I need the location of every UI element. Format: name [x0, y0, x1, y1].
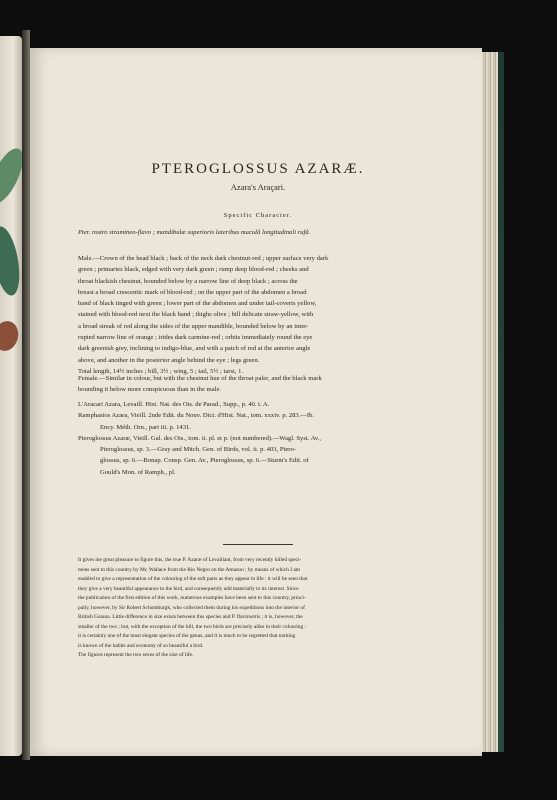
binding-band [498, 52, 504, 752]
synonym-line: Pteroglossus, sp. 3.—Gray and Mitch. Gen. of Birds, vol. ii. p. 403, Ptero- [100, 446, 296, 454]
illustration-leaf [0, 318, 21, 353]
page-title: PTEROGLOSSUS AZARÆ. [151, 161, 365, 177]
synonym-line: Ramphastos Azara, Vieill. 2nde Edit. du Nouv. Dict. d'Hist. Nat., tom. xxxiv. p. 283.—Ib. [78, 412, 315, 420]
text-line: Female.—Similar in colour, but with the chestnut hue of the throat paler, and the black mark [78, 375, 322, 382]
text-line: mens sent to this country by Mr. Wallace from the Rio Negro on the Amazon ; by means of which I am [78, 566, 300, 573]
facing-page-edge [0, 36, 22, 756]
latin-diagnosis [78, 227, 438, 238]
text-line: enabled to give a representation of the colouring of the soft parts as they appear in life : it will be seen that [78, 576, 308, 582]
text-line: a broad streak of red along the sides of the upper mandible, bounded below by an inter- [78, 322, 309, 330]
text-line: is known of the habits and economy of so beautiful a bird. [78, 642, 204, 649]
text-line: throat blackish chestnut, bounded below by a narrow line of deep black ; across the [78, 277, 298, 285]
synonym-line: Gould's Mon. of Ramph., pl. [100, 468, 176, 476]
text-line: green ; primaries black, edged with very dark green ; rump deep blood-red ; cheeks and [78, 266, 309, 274]
book-page [30, 48, 482, 756]
text-line: The figures represent the two sexes of the size of life. [78, 652, 194, 658]
text-line: bounding it below more conspicuous than in the male. [78, 386, 222, 394]
synonym-line: L'Aracari Azara, Levaill. Hist. Nat. des Ois. de Parad., Supp., p. 40. t. A. [78, 401, 270, 408]
female-description [78, 373, 438, 396]
synonymy-list [78, 399, 438, 478]
section-divider [223, 544, 293, 545]
text-line: dark greenish grey, inclining to indigo-blue, and with a patch of red at the anterior angle [78, 345, 311, 353]
text-line: smaller of the two ; but, with the exception of the bill, the two birds are precisely alike in their colouring : [78, 623, 306, 630]
illustration-leaf [0, 224, 22, 297]
text-line: pally, however, by Sir Robert Schomburgk, who collected them during his expeditions into the interior of [78, 604, 305, 611]
text-line: It gives me great pleasure to figure this, the true P. Azaræ of Levaillant, from very recently killed speci- [78, 557, 302, 563]
narrative-paragraph [78, 556, 438, 661]
text-line: breast a broad crescentic mark of blood-red ; on the upper part of the abdomen a broad [78, 288, 307, 296]
common-name: Azara's Araçari. [230, 182, 286, 192]
male-description [78, 253, 438, 377]
diagnosis-line: Pter. rostro stramineo-flavo ; mandibulæ superioris lateribus maculâ longitudinali rufâ. [78, 229, 311, 236]
text-line: they give a very beautiful appearance to the bird, and consequently add materially to its interest. Since [78, 585, 299, 592]
synonym-line: Ency. Méth. Orn., part iii. p. 1431. [100, 423, 191, 431]
measurements-line: Total length, 14½ inches ; bill, 3½ ; wing, 5 ; tail, 5½ ; tarsi, 1. [78, 367, 244, 375]
text-line: the publication of the first edition of this work, numerous examples have been sent to this country, princi- [78, 595, 306, 601]
specific-character-heading: Specific Character. [223, 212, 293, 219]
synonym-line: glossus, sp. 6.—Bonap. Consp. Gen. Av., Pteroglossus, sp. 6.—Sturm's Edit. of [100, 457, 309, 465]
text-line: above, and another in the posterior angle behind the eye ; legs green. [78, 356, 260, 364]
book-gutter [22, 30, 30, 760]
text-line: stained with blood-red next the black band ; thighs olive ; bill delicate straw-yellow, with [78, 311, 314, 319]
text-line: Male.—Crown of the head black ; back of the neck dark chestnut-red ; upper surface very dark [78, 255, 329, 262]
synonym-line: Pteroglossus Azaræ, Vieill. Gal. des Ois., tom. ii. pl. et p. (not numbered).—Wagl. Syst. Av., [78, 434, 322, 442]
text-line: band of black tinged with green ; lower part of the abdomen and under tail-coverts yellow, [78, 300, 317, 308]
text-line: British Guiana. Little difference in size exists between this species and P. flavirostris ; it is, however, the [78, 614, 303, 620]
text-line: rupted narrow line of orange ; irides dark carmine-red ; orbits immediately round the eye [78, 334, 313, 342]
text-line: it is certainly one of the most elegant species of the genus, and it is much to be regretted that nothing [78, 633, 296, 639]
illustration-leaf [0, 144, 22, 209]
